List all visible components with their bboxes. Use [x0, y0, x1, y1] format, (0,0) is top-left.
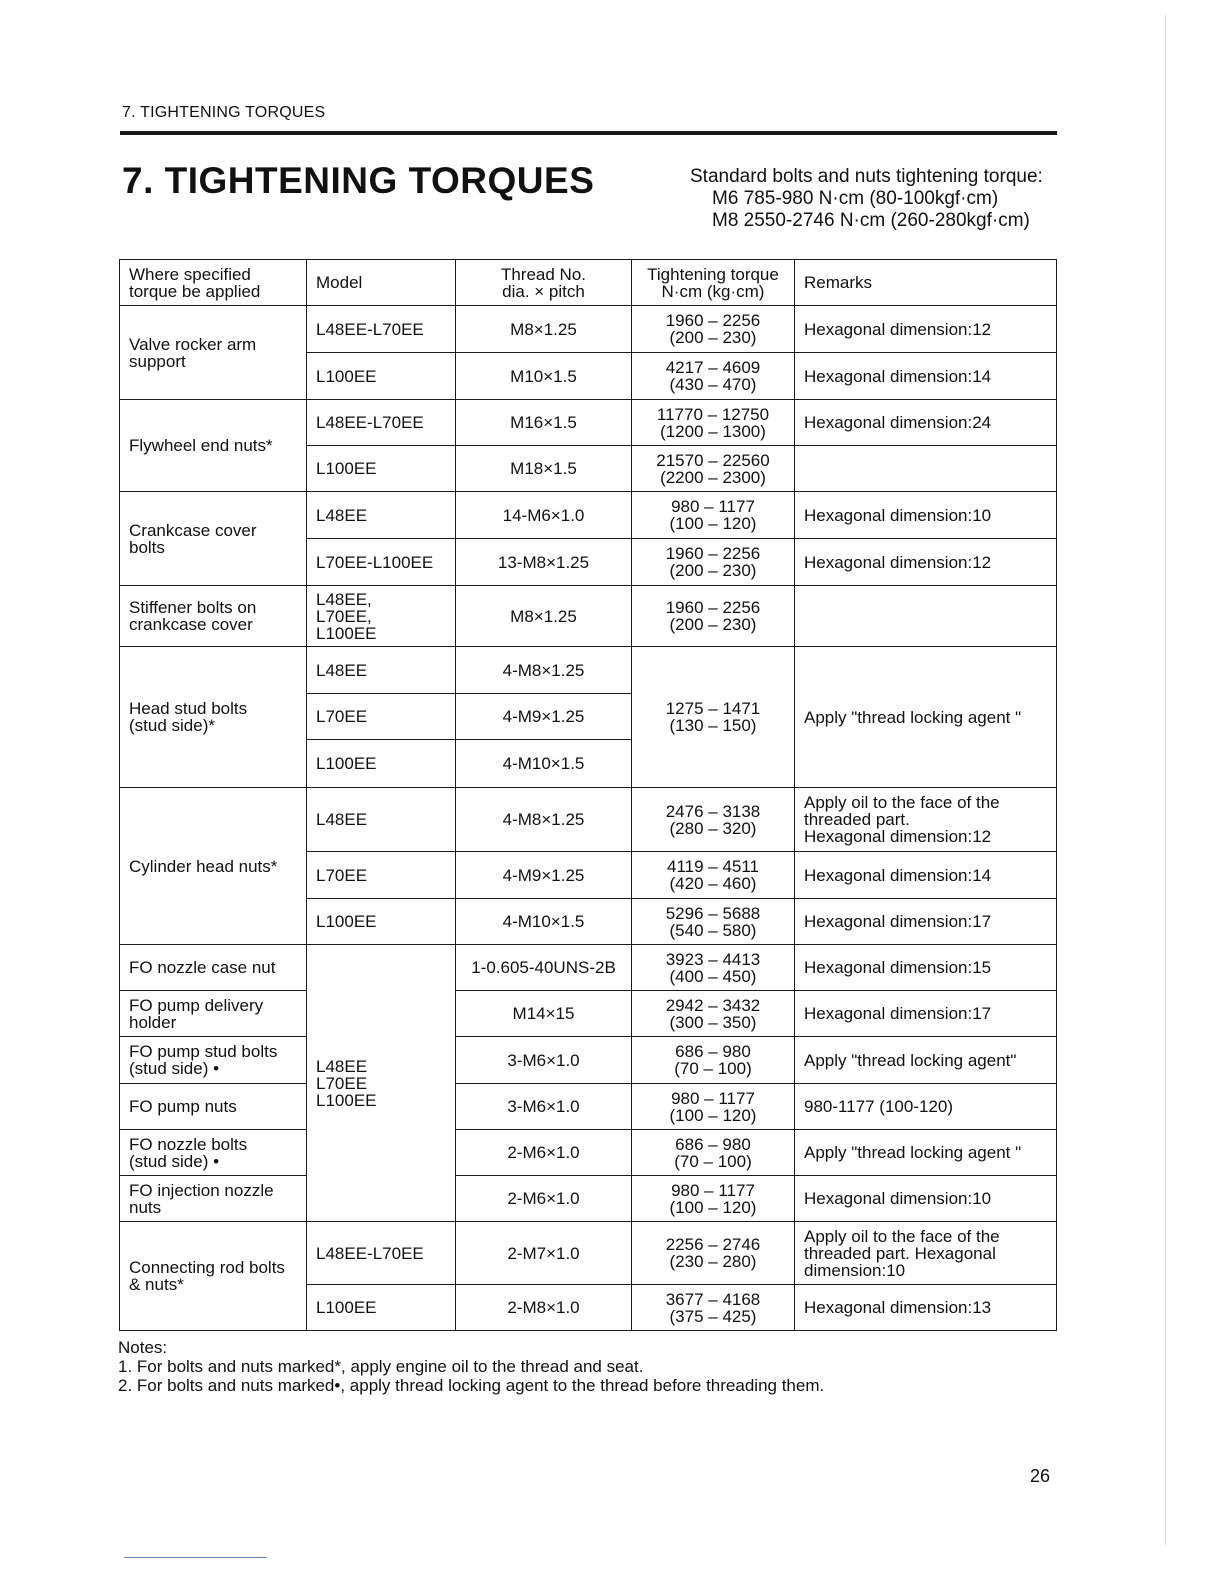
cell-thread: 2-M7×1.0 [456, 1222, 632, 1285]
cell-remarks [795, 991, 1057, 1037]
cell-remarks [795, 492, 1057, 539]
cell-torque-line: (430 – 470) [669, 375, 757, 394]
cell-where-line: FO pump nuts [129, 1097, 237, 1116]
cell-model-line: L48EE, [316, 589, 372, 609]
cell-torque-line: 686 – 980 [675, 1042, 751, 1061]
notes-heading: Notes: [118, 1338, 168, 1357]
cell-torque-line: (540 – 580) [669, 920, 757, 940]
cell-remarks-line: Hexagonal dimension:10 [804, 505, 992, 525]
table-row [120, 400, 1057, 446]
cell-model: L48EE-L70EE [307, 306, 456, 353]
cell-model: L100EE [307, 446, 456, 492]
cell-torque [632, 852, 795, 899]
cell-remarks-line: Hexagonal dimension:15 [804, 958, 992, 977]
cell-torque-line: (130 – 150) [669, 716, 757, 735]
cell-where [120, 400, 307, 492]
cell-remarks [795, 353, 1057, 400]
cell-where [120, 945, 307, 991]
cell-model-line: L100EE [316, 1090, 377, 1110]
cell-remarks-line: threaded part. Hexagonal [804, 1243, 996, 1263]
table-row [120, 1130, 1057, 1176]
cell-remarks-line: 980-1177 (100-120) [804, 1097, 954, 1116]
cell-model: L70EE [307, 852, 456, 899]
cell-thread: 4-M9×1.25 [456, 852, 632, 899]
cell-torque-line: (200 – 230) [669, 328, 757, 347]
cell-torque [632, 1285, 795, 1331]
cell-where-line: FO pump delivery [129, 995, 264, 1015]
cell-where-line: Head stud bolts [129, 699, 248, 718]
cell-remarks [795, 1176, 1057, 1222]
cell-torque-line: 2476 – 3138 [665, 801, 761, 821]
cell-where-line: (stud side)* [129, 716, 215, 735]
cell-where [120, 586, 307, 647]
cell-remarks [795, 945, 1057, 991]
table-row [120, 1037, 1057, 1084]
cell-torque-line: 980 – 1177 [671, 497, 755, 516]
cell-remarks-line: Apply "thread locking agent" [804, 1050, 1017, 1070]
cell-remarks [795, 788, 1057, 852]
cell-torque [632, 899, 795, 945]
cell-thread: 4-M8×1.25 [456, 788, 632, 852]
cell-torque [632, 1130, 795, 1176]
cell-torque-line: 2256 – 2746 [665, 1235, 761, 1254]
cell-model: L48EE [307, 647, 456, 694]
cell-thread: 4-M10×1.5 [456, 899, 632, 945]
cell-remarks-line: Hexagonal dimension:12 [804, 827, 992, 846]
cell-where-line: (stud side) • [129, 1151, 220, 1171]
cell-model-line: L100EE [316, 623, 377, 643]
cell-torque [632, 400, 795, 446]
cell-torque-line: (70 – 100) [674, 1059, 752, 1078]
cell-torque-line: (70 – 100) [674, 1151, 752, 1171]
cell-remarks-line: Hexagonal dimension:12 [804, 552, 992, 572]
cell-torque [632, 446, 795, 492]
cell-where [120, 492, 307, 586]
notes [118, 1338, 824, 1395]
cell-where-line: FO nozzle case nut [129, 958, 276, 977]
cell-where [120, 1176, 307, 1222]
cell-remarks-line: Hexagonal dimension:12 [804, 319, 992, 339]
page-number: 26 [1030, 1466, 1051, 1486]
header-where: Where specified torque be applied [120, 260, 307, 306]
cell-torque-line: (375 – 425) [669, 1306, 757, 1326]
cell-remarks-line: dimension:10 [804, 1260, 906, 1280]
cell-model: L48EE-L70EE [307, 1222, 456, 1285]
cell-remarks-line: Apply "thread locking agent " [804, 707, 1022, 727]
cell-thread: 2-M8×1.0 [456, 1285, 632, 1331]
cell-where-line: & nuts* [129, 1275, 184, 1294]
cell-thread: 3-M6×1.0 [456, 1037, 632, 1084]
cell-torque-line: (100 – 120) [669, 514, 757, 533]
header-torque: Tightening torque N·cm (kg·cm) [632, 260, 795, 306]
cell-torque-line: 4119 – 4511 [666, 857, 759, 876]
cell-torque [632, 586, 795, 647]
cell-torque-line: (100 – 120) [669, 1105, 757, 1125]
cell-remarks [795, 1084, 1057, 1130]
cell-where-line: Cylinder head nuts* [129, 856, 278, 876]
running-header: 7. TIGHTENING TORQUES [122, 104, 326, 121]
cell-remarks [795, 400, 1057, 446]
cell-torque [632, 306, 795, 353]
cell-remarks-line: Apply oil to the face of the [804, 1226, 1000, 1246]
torque-table [119, 259, 1057, 1331]
bottom-blue-line [124, 1557, 267, 1558]
cell-model: L100EE [307, 899, 456, 945]
cell-remarks-line: Hexagonal dimension:17 [804, 1004, 992, 1023]
cell-remarks [795, 1037, 1057, 1084]
cell-where-line: FO nozzle bolts [129, 1134, 248, 1154]
table-row [120, 306, 1057, 353]
cell-torque [632, 1037, 795, 1084]
cell-where-line: Stiffener bolts on [129, 598, 257, 617]
cell-thread: 1-0.605-40UNS-2B [456, 945, 632, 991]
cell-model-line: L70EE [316, 1073, 368, 1093]
cell-model: L100EE [307, 1285, 456, 1331]
cell-model [307, 945, 456, 1222]
cell-torque-line: 2942 – 3432 [665, 995, 761, 1015]
header-rule [120, 131, 1057, 135]
table-row [120, 788, 1057, 852]
table-row [120, 991, 1057, 1037]
cell-thread: M18×1.5 [456, 446, 632, 492]
cell-where-line: holder [129, 1012, 177, 1032]
cell-torque [632, 788, 795, 852]
header-model: Model [307, 260, 456, 306]
cell-model: L100EE [307, 740, 456, 788]
cell-remarks [795, 852, 1057, 899]
table-row [120, 492, 1057, 539]
header-thread: Thread No. dia. × pitch [456, 260, 632, 306]
cell-remarks [795, 1285, 1057, 1331]
cell-thread: M8×1.25 [456, 586, 632, 647]
cell-model [307, 586, 456, 647]
page-edge-line [1165, 15, 1166, 1545]
cell-torque-line: 3677 – 4168 [665, 1289, 761, 1309]
cell-torque-line: 4217 – 4609 [665, 358, 761, 377]
cell-torque-line: (200 – 230) [669, 615, 757, 634]
cell-where [120, 788, 307, 945]
cell-remarks [795, 446, 1057, 492]
cell-torque [632, 647, 795, 788]
cell-torque-line: 5296 – 5688 [665, 903, 761, 923]
cell-torque [632, 1222, 795, 1285]
table-row [120, 647, 1057, 694]
cell-thread: M14×15 [456, 991, 632, 1037]
cell-remarks-line: Hexagonal dimension:17 [804, 912, 992, 931]
cell-where-line: support [129, 351, 186, 371]
cell-model: L100EE [307, 353, 456, 400]
standard-torque-m8: M8 2550-2746 N·cm (260-280kgf·cm) [712, 210, 1030, 231]
cell-thread: 13-M8×1.25 [456, 539, 632, 586]
cell-torque-line: (2200 – 2300) [660, 467, 766, 487]
cell-remarks-line: Hexagonal dimension:10 [804, 1189, 992, 1208]
cell-torque-line: 980 – 1177 [671, 1088, 755, 1108]
cell-remarks-line: threaded part. [804, 810, 910, 829]
cell-remarks [795, 539, 1057, 586]
cell-remarks [795, 1222, 1057, 1285]
cell-torque [632, 991, 795, 1037]
cell-thread: 3-M6×1.0 [456, 1084, 632, 1130]
cell-torque [632, 353, 795, 400]
cell-thread: 4-M10×1.5 [456, 740, 632, 788]
cell-thread: 2-M6×1.0 [456, 1176, 632, 1222]
cell-where [120, 306, 307, 400]
cell-model: L48EE [307, 492, 456, 539]
cell-where [120, 647, 307, 788]
cell-remarks-line: Hexagonal dimension:13 [804, 1298, 992, 1317]
header-remarks: Remarks [795, 260, 1057, 306]
cell-torque-line: 1960 – 2256 [665, 598, 761, 617]
cell-where-line: nuts [129, 1197, 162, 1217]
cell-thread: M10×1.5 [456, 353, 632, 400]
cell-thread: 2-M6×1.0 [456, 1130, 632, 1176]
cell-torque [632, 539, 795, 586]
standard-torque-m6: M6 785-980 N·cm (80-100kgf·cm) [712, 188, 999, 209]
cell-where-line: (stud side) • [129, 1059, 220, 1078]
cell-torque-line: 3923 – 4413 [665, 949, 761, 969]
cell-remarks-line: Apply "thread locking agent " [804, 1143, 1022, 1162]
table-row [120, 1176, 1057, 1222]
cell-where-line: Flywheel end nuts* [129, 436, 273, 455]
cell-torque-line: 1275 – 1471 [665, 699, 761, 718]
table-row [120, 1222, 1057, 1285]
cell-torque-line: 21570 – 22560 [656, 450, 770, 470]
cell-remarks [795, 306, 1057, 353]
cell-torque-line: 1960 – 2256 [665, 311, 761, 330]
cell-where-line: FO injection nozzle [129, 1180, 274, 1200]
cell-where [120, 1130, 307, 1176]
cell-torque-line: (200 – 230) [669, 561, 757, 580]
cell-torque-line: (230 – 280) [669, 1252, 757, 1271]
cell-model-line: L48EE [316, 1056, 368, 1076]
cell-torque [632, 1084, 795, 1130]
cell-torque-line: 686 – 980 [675, 1134, 751, 1154]
cell-torque [632, 1176, 795, 1222]
cell-remarks-line: Hexagonal dimension:14 [804, 865, 992, 885]
cell-thread: M16×1.5 [456, 400, 632, 446]
note-2: 2. For bolts and nuts marked•, apply thread locking agent to the thread before threading them. [118, 1376, 825, 1395]
cell-where-line: bolts [129, 537, 165, 557]
cell-torque-line: 1960 – 2256 [665, 544, 761, 563]
cell-model: L48EE-L70EE [307, 400, 456, 446]
cell-torque-line: (100 – 120) [669, 1197, 757, 1217]
cell-remarks [795, 899, 1057, 945]
cell-thread: M8×1.25 [456, 306, 632, 353]
standard-torque-block [690, 166, 1043, 232]
cell-where [120, 1084, 307, 1130]
table-row [120, 945, 1057, 991]
table-row [120, 586, 1057, 647]
table-header-row [120, 260, 1057, 306]
table-row [120, 1084, 1057, 1130]
cell-where-line: Crankcase cover [129, 520, 257, 540]
note-1: 1. For bolts and nuts marked*, apply engine oil to the thread and seat. [118, 1357, 644, 1376]
cell-where-line: Connecting rod bolts [129, 1258, 285, 1277]
cell-torque-line: (280 – 320) [669, 818, 757, 838]
cell-model: L70EE-L100EE [307, 539, 456, 586]
cell-where [120, 1222, 307, 1331]
cell-remarks [795, 1130, 1057, 1176]
cell-model: L48EE [307, 788, 456, 852]
cell-model-line: L70EE, [316, 606, 372, 626]
standard-torque-heading: Standard bolts and nuts tightening torque: [690, 166, 1043, 187]
cell-thread: 4-M8×1.25 [456, 647, 632, 694]
cell-where [120, 991, 307, 1037]
cell-remarks [795, 647, 1057, 788]
cell-thread: 14-M6×1.0 [456, 492, 632, 539]
cell-where-line: Valve rocker arm [129, 334, 257, 354]
cell-torque-line: (1200 – 1300) [660, 421, 766, 441]
cell-torque-line: (300 – 350) [669, 1012, 757, 1032]
cell-remarks-line: Hexagonal dimension:14 [804, 366, 992, 386]
cell-torque [632, 945, 795, 991]
cell-where-line: FO pump stud bolts [129, 1042, 278, 1061]
cell-torque [632, 492, 795, 539]
cell-remarks-line: Apply oil to the face of the [804, 793, 1000, 812]
cell-remarks [795, 586, 1057, 647]
cell-torque-line: 11770 – 12750 [656, 404, 770, 424]
cell-where-line: crankcase cover [129, 615, 253, 634]
cell-torque-line: (400 – 450) [669, 966, 757, 986]
page-title: 7. TIGHTENING TORQUES [122, 160, 595, 201]
cell-torque-line: (420 – 460) [669, 874, 757, 893]
cell-model: L70EE [307, 694, 456, 740]
cell-torque-line: 980 – 1177 [671, 1180, 755, 1200]
cell-remarks-line: Hexagonal dimension:24 [804, 413, 992, 432]
cell-where [120, 1037, 307, 1084]
cell-thread: 4-M9×1.25 [456, 694, 632, 740]
